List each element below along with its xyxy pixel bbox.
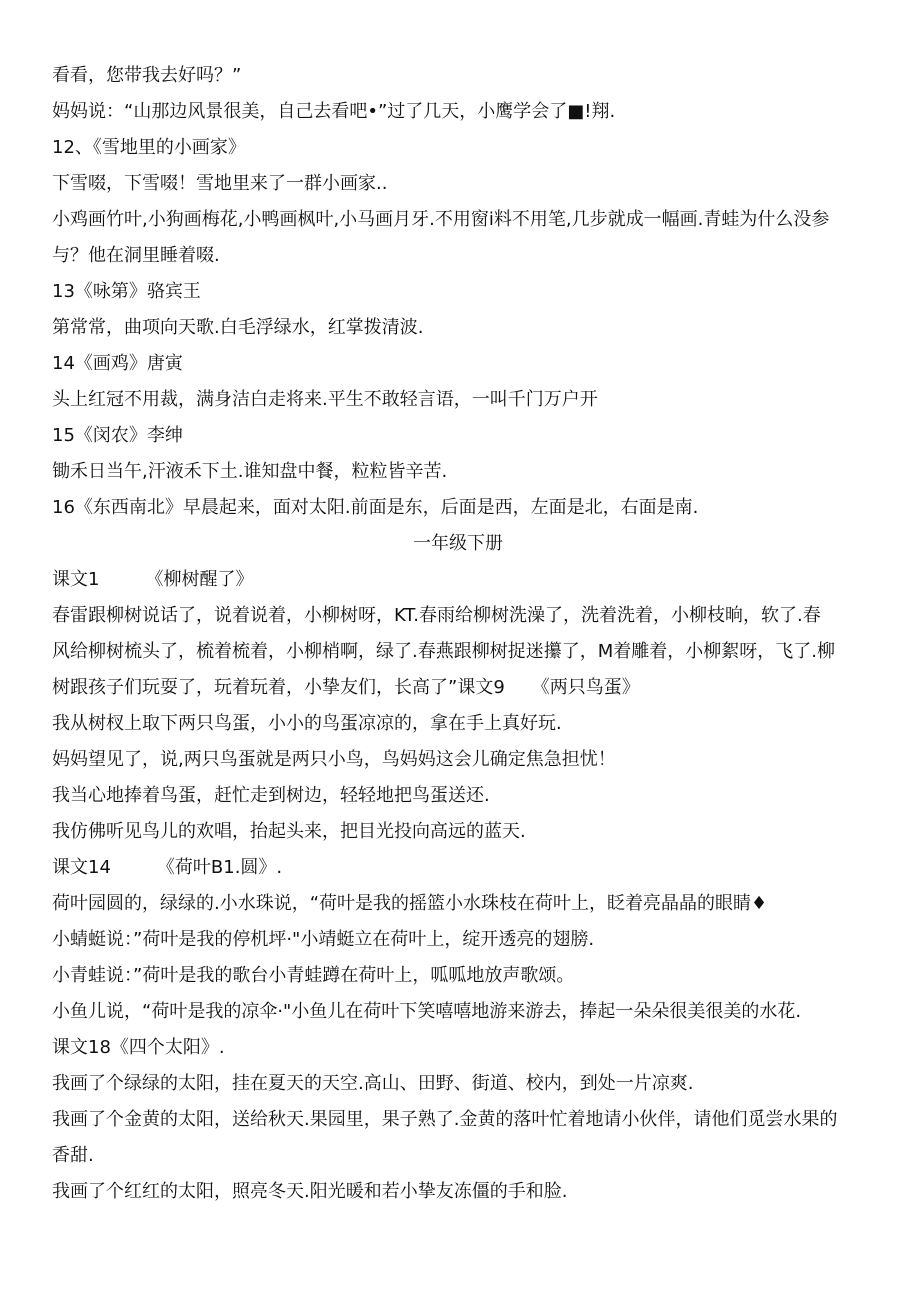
lesson-title: 《柳树醒了》: [145, 569, 254, 590]
text-line: 第常常，曲项向天歌.白毛浮绿水，红掌拨清波.: [52, 317, 424, 338]
text-line: 我当心地捧着鸟蛋，赶忙走到树边，轻轻地把鸟蛋送还.: [52, 785, 490, 806]
text-line: 我从树杈上取下两只鸟蛋，小小的鸟蛋凉凉的，拿在手上真好玩.: [52, 713, 562, 734]
text-line: 锄禾日当午,汗液禾下土.谁知盘中餐，粒粒皆辛苦.: [52, 461, 448, 482]
lesson-title: 《荷叶B1.圆》.: [156, 857, 283, 878]
text-line: 我画了个红红的太阳，照亮冬天.阳光暖和若小挚友冻僵的手和脸.: [52, 1181, 568, 1202]
text-line: 小鱼儿说，“荷叶是我的凉伞·"小鱼儿在荷叶下笑嘻嘻地游来游去，捧起一朵朵很美很美的水花.: [52, 1001, 802, 1022]
text-line: 看看，您带我去好吗？”: [52, 65, 242, 86]
lesson-number: 课文1: [52, 569, 100, 590]
section-heading: 13《咏第》骆宾王: [52, 281, 201, 302]
grade-heading: 一年级下册: [413, 533, 503, 554]
text-line: 我画了个绿绿的太阳，挂在夏天的天空.高山、田野、街道、校内，到处一片凉爽.: [52, 1073, 694, 1094]
lesson-number: 课文14: [52, 857, 111, 878]
text-line: 妈妈望见了，说,两只鸟蛋就是两只小鸟，鸟妈妈这会儿确定焦急担忧！: [52, 749, 616, 770]
text-line: 小鸡画竹叶,小狗画梅花,小鸭画枫叶,小马画月牙.不用窗i料不用笔,几步就成一幅画.青蛙为什么没参: [52, 209, 830, 230]
text-line: 下雪啜，下雪啜！雪地里来了一群小画家..: [52, 173, 388, 194]
text-line: 风给柳树梳头了，梳着梳着，小柳梢啊，绿了.春燕跟柳树捉迷攥了，M着雕着，小柳絮呀，飞了.柳: [52, 641, 835, 662]
text-line: 荷叶园圆的，绿绿的.小水珠说，“荷叶是我的摇篮小水珠枝在荷叶上，眨着亮晶晶的眼睛♦: [52, 893, 768, 914]
text-line: 妈妈说：“山那边风景很美，自己去看吧•”过了几天，小鹰学会了■!翔.: [52, 101, 616, 122]
text-line: 春雷跟柳树说话了，说着说着，小柳树呀，KT.春雨给柳树洗澡了，洗着洗着，小柳枝晌，软了.春: [52, 605, 821, 626]
text-line: 头上红冠不用裁，满身洁白走将来.平生不敢轻言语，一叫千门万户开: [52, 389, 598, 410]
document-page: [52, 58, 864, 1210]
text-line: 与？他在洞里睡着啜.: [52, 245, 220, 266]
text-line: 我仿佛听见鸟儿的欢唱，抬起头来，把目光投向高远的蓝天.: [52, 821, 526, 842]
lesson-heading: 课文18《四个太阳》.: [52, 1037, 225, 1058]
text-line: 小青蛙说：”荷叶是我的歌台小青蛙蹲在荷叶上，呱呱地放声歌颂。: [52, 965, 575, 986]
text-line: 香甜.: [52, 1145, 94, 1166]
text-line: 16《东西南北》早晨起来，面对太阳.前面是东，后面是西，左面是北，右面是南.: [52, 497, 699, 518]
text-line: 树跟孩子们玩耍了，玩着玩着，小挚友们，长高了”课文9 《两只鸟蛋》: [52, 677, 640, 698]
lesson-heading: [52, 562, 864, 598]
text-line: 小蜻蜓说：”荷叶是我的停机坪·"小靖蜓立在荷叶上，绽开透亮的翅膀.: [52, 929, 595, 950]
lesson-heading: [52, 850, 864, 886]
section-heading: 15《闵农》李绅: [52, 425, 183, 446]
section-heading: 14《画鸡》唐寅: [52, 353, 183, 374]
text-line: 我画了个金黄的太阳，送给秋天.果园里，果子熟了.金黄的落叶忙着地请小伙伴，请他们觅尝水果的: [52, 1109, 838, 1130]
section-heading: 12、《雪地里的小画家》: [52, 137, 246, 158]
